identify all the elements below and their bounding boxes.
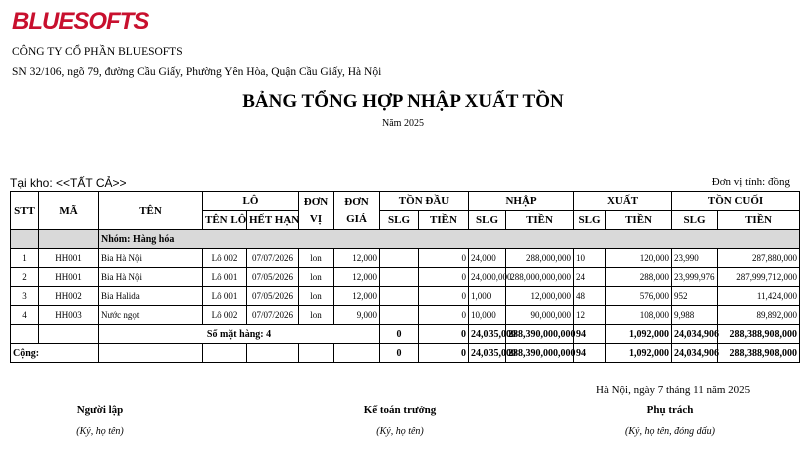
cell-ten: Bia Halida [99,287,203,306]
cell-x-tien: 576,000 [606,287,672,306]
table-row [11,306,800,325]
cell-n-slg: 24,000,000 [469,268,506,287]
cell-tc-tien: 287,999,712,000 [718,268,800,287]
cell-lo: Lô 002 [203,249,247,268]
subtotal-x-tien: 1,092,000 [606,325,672,344]
signer-director-title: Phụ trách [646,404,694,416]
cell-tc-slg: 952 [672,287,718,306]
cell-n-tien: 12,000,000 [506,287,574,306]
header-ma: MÃ [39,192,99,230]
total-x-tien: 1,092,000 [606,344,672,363]
cell-stt: 4 [11,306,39,325]
total-label: Cộng: [11,344,99,363]
cell-x-slg: 12 [574,306,606,325]
header-xuat-tien: TIỀN [606,211,672,230]
cell-x-tien: 288,000 [606,268,672,287]
subtotal-n-slg: 24,035,000 [469,325,506,344]
signer-director-note: (Ký, họ tên, đóng dấu) [625,426,715,437]
cell-x-slg: 10 [574,249,606,268]
signer-preparer-title: Người lập [76,404,124,416]
cell-td-slg [380,287,419,306]
cell-tc-slg: 9,988 [672,306,718,325]
cell-ma: HH002 [39,287,99,306]
company-logo: BLUESOFTS [12,8,149,35]
cell-x-slg: 24 [574,268,606,287]
cell-td-slg [380,306,419,325]
cell-dv: lon [299,249,334,268]
subtotal-td-tien: 0 [419,325,469,344]
subtotal-label: Số mặt hàng: 4 [99,325,380,344]
cell-tc-tien: 11,424,000 [718,287,800,306]
cell-n-slg: 24,000 [469,249,506,268]
total-n-slg: 24,035,000 [469,344,506,363]
subtotal-x-slg: 94 [574,325,606,344]
header-ton-cuoi: TỒN CUỐI [672,192,800,211]
subtotal-n-tien: 288,390,000,000 [506,325,574,344]
header-don-gia: ĐƠN GIÁ [334,192,380,230]
cell-x-slg: 48 [574,287,606,306]
currency-unit: Đơn vị tính: đồng [711,176,790,188]
cell-n-tien: 288,000,000 [506,249,574,268]
header-xuat: XUẤT [574,192,672,211]
total-tc-slg: 24,034,906 [672,344,718,363]
cell-lo: Lô 001 [203,268,247,287]
cell-tc-tien: 89,892,000 [718,306,800,325]
header-nhap-tien: TIỀN [506,211,574,230]
cell-td-tien: 0 [419,287,469,306]
total-td-slg: 0 [380,344,419,363]
header-ten-lo: TÊN LÔ [203,211,247,230]
header-lo: LÔ [203,192,299,211]
group-row [11,230,800,249]
cell-stt: 3 [11,287,39,306]
cell-td-slg [380,249,419,268]
cell-n-tien: 288,000,000,000 [506,268,574,287]
cell-han: 07/07/2026 [247,249,299,268]
subtotal-row [11,325,800,344]
cell-dv: lon [299,268,334,287]
header-het-han: HẾT HẠN [247,211,299,230]
report-year: Năm 2025 [382,118,424,129]
cell-n-tien: 90,000,000 [506,306,574,325]
header-ton-dau-tien: TIỀN [419,211,469,230]
header-ton-cuoi-slg: SLG [672,211,718,230]
cell-ma: HH003 [39,306,99,325]
cell-gia: 12,000 [334,249,380,268]
cell-gia: 9,000 [334,306,380,325]
cell-tc-tien: 287,880,000 [718,249,800,268]
cell-gia: 12,000 [334,287,380,306]
header-ton-dau-slg: SLG [380,211,419,230]
header-don-vi: ĐƠN VỊ [299,192,334,230]
cell-td-tien: 0 [419,249,469,268]
cell-ma: HH001 [39,249,99,268]
cell-ma: HH001 [39,268,99,287]
cell-dv: lon [299,306,334,325]
cell-n-slg: 10,000 [469,306,506,325]
total-x-slg: 94 [574,344,606,363]
cell-n-slg: 1,000 [469,287,506,306]
cell-gia: 12,000 [334,268,380,287]
header-xuat-slg: SLG [574,211,606,230]
inventory-table [10,191,800,363]
cell-stt: 2 [11,268,39,287]
header-nhap: NHẬP [469,192,574,211]
cell-stt: 1 [11,249,39,268]
cell-ten: Nước ngọt [99,306,203,325]
cell-han: 07/05/2026 [247,268,299,287]
total-tc-tien: 288,388,908,000 [718,344,800,363]
signer-accountant-note: (Ký, họ tên) [376,426,424,437]
table-row [11,287,800,306]
cell-td-slg [380,268,419,287]
signer-preparer-note: (Ký, họ tên) [76,426,124,437]
cell-dv: lon [299,287,334,306]
header-nhap-slg: SLG [469,211,506,230]
warehouse-filter: Tại kho: <<TẤT CẢ>> [10,176,127,190]
report-date: Hà Nội, ngày 7 tháng 11 năm 2025 [596,384,751,396]
cell-han: 07/07/2026 [247,306,299,325]
subtotal-tc-tien: 288,388,908,000 [718,325,800,344]
cell-lo: Lô 001 [203,287,247,306]
cell-tc-slg: 23,999,976 [672,268,718,287]
cell-x-tien: 108,000 [606,306,672,325]
header-stt: STT [11,192,39,230]
table-row [11,249,800,268]
company-address: SN 32/106, ngõ 79, đường Cầu Giấy, Phường Yên Hòa, Quận Cầu Giấy, Hà Nội [12,66,382,78]
subtotal-tc-slg: 24,034,906 [672,325,718,344]
total-row [11,344,800,363]
company-name: CÔNG TY CỔ PHẦN BLUESOFTS [12,46,183,58]
total-n-tien: 288,390,000,000 [506,344,574,363]
total-td-tien: 0 [419,344,469,363]
table-row [11,268,800,287]
cell-han: 07/05/2026 [247,287,299,306]
header-ton-cuoi-tien: TIỀN [718,211,800,230]
header-ten: TÊN [99,192,203,230]
group-label: Nhóm: Hàng hóa [99,230,800,249]
cell-x-tien: 120,000 [606,249,672,268]
cell-ten: Bia Hà Nội [99,268,203,287]
header-ton-dau: TỒN ĐẦU [380,192,469,211]
cell-lo: Lô 002 [203,306,247,325]
signer-accountant-title: Kế toán trưởng [363,404,437,416]
subtotal-td-slg: 0 [380,325,419,344]
cell-td-tien: 0 [419,268,469,287]
cell-tc-slg: 23,990 [672,249,718,268]
cell-td-tien: 0 [419,306,469,325]
cell-ten: Bia Hà Nội [99,249,203,268]
report-title: BẢNG TỔNG HỢP NHẬP XUẤT TỒN [242,91,564,112]
